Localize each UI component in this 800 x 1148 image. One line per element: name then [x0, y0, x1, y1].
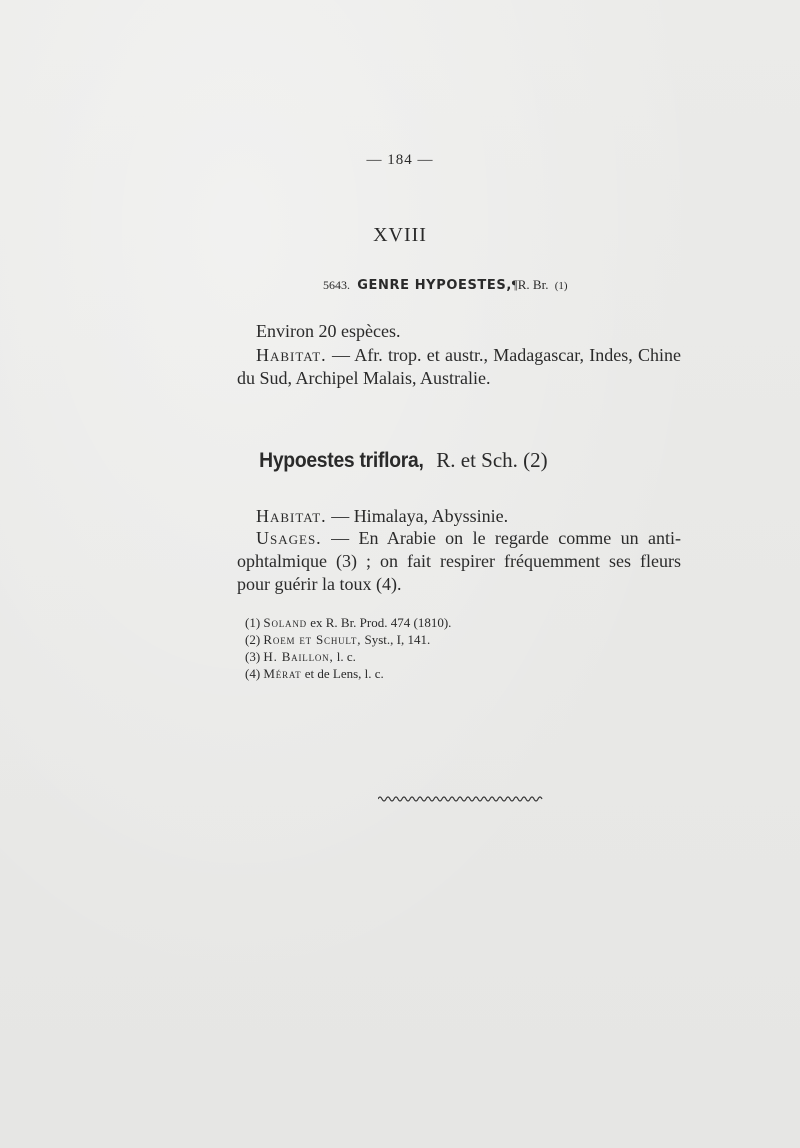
footnote-author: H. Baillon, — [263, 649, 334, 664]
genus-habitat-paragraph — [237, 344, 681, 390]
genus-author-mark: ¶ — [511, 277, 518, 292]
chapter-numeral: XVIII — [373, 224, 427, 246]
footnote-marker: (4) — [245, 666, 264, 681]
species-uses-text: — En Arabie on le regarde comme un anti-ophtalmique (3) ; on fait respirer fréquemment ses fleurs pour guérir la toux (4). — [237, 528, 681, 594]
genus-name: GENRE HYPOESTES, — [357, 278, 512, 293]
footnote-author: Mérat — [263, 666, 302, 681]
decorative-wavy-rule — [378, 794, 544, 804]
genus-number: 5643. — [323, 278, 350, 292]
species-habitat-label: Habitat. — [256, 506, 327, 526]
species-footnote-ref: (2) — [517, 448, 548, 472]
footnote-author: Roem et Schult, — [263, 632, 362, 647]
species-heading — [0, 448, 800, 473]
species-name: Hypoestes triflora, — [259, 449, 424, 472]
genus-heading — [323, 277, 568, 293]
genus-footnote-ref: (1) — [554, 280, 568, 292]
footnote-marker: (2) — [245, 632, 264, 647]
species-habitat-paragraph — [256, 505, 700, 528]
genus-author: R. Br. — [517, 277, 549, 292]
footnote-text: Syst., I, 141. — [361, 632, 431, 647]
footnote — [245, 614, 451, 631]
footnote — [245, 631, 451, 648]
genus-habitat-label: Habitat. — [256, 345, 327, 365]
species-count: Environ 20 espèces. — [256, 321, 401, 341]
species-author: R. et Sch. — [431, 448, 518, 472]
species-uses-label: Usages. — [256, 528, 322, 548]
footnote-text: ex R. Br. Prod. 474 (1810). — [306, 615, 452, 630]
footnote — [245, 648, 451, 665]
footnotes — [245, 614, 451, 682]
footnote — [245, 665, 451, 682]
page-number: — 184 — — [366, 152, 434, 168]
footnote-author: Soland — [263, 615, 307, 630]
footnote-marker: (3) — [245, 649, 264, 664]
genus-habitat-text: — Afr. trop. et austr., Madagascar, Indes, Chine du Sud, Archipel Malais, Australie. — [237, 345, 681, 388]
footnote-text: et de Lens, l. c. — [301, 666, 384, 681]
species-habitat-text: — Himalaya, Abyssinie. — [326, 506, 509, 526]
footnote-marker: (1) — [245, 615, 264, 630]
species-uses-paragraph — [237, 527, 681, 596]
footnote-text: l. c. — [333, 649, 356, 664]
